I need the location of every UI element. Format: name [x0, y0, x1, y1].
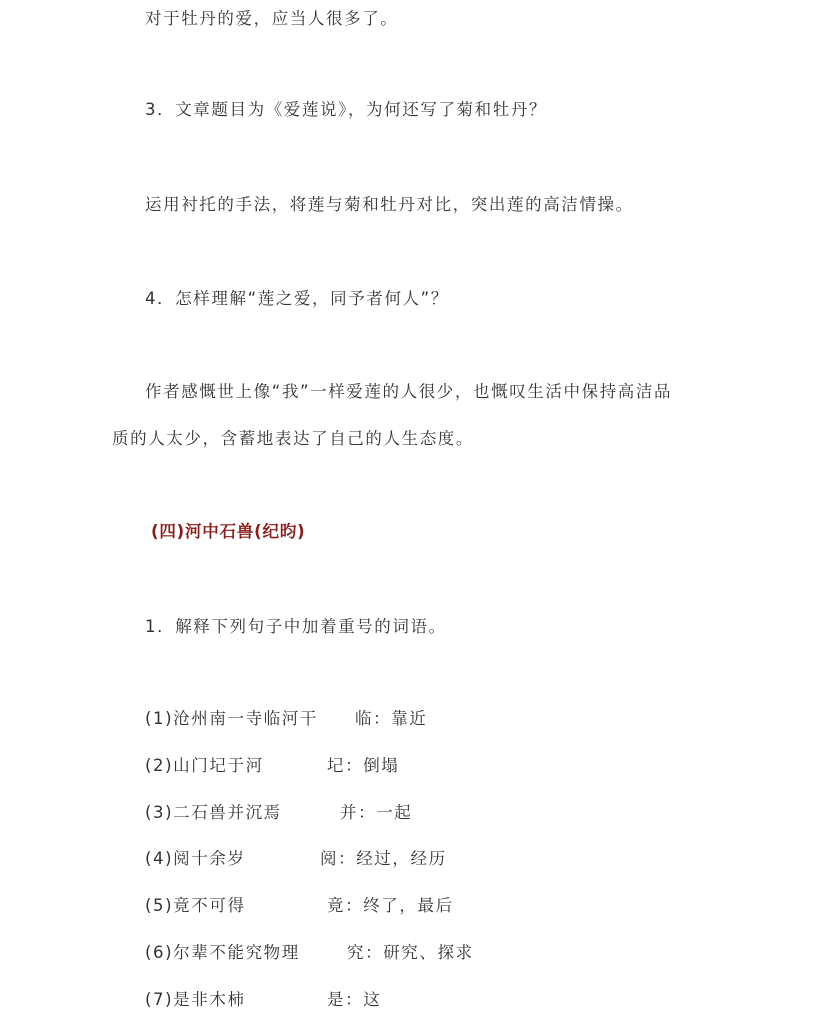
question-4: 4．怎样理解“莲之爱，同予者何人”？	[145, 289, 449, 308]
glossary-sentence: (5)竟不可得	[145, 896, 246, 915]
glossary-item-2	[145, 753, 399, 779]
glossary-definition: 临：靠近	[355, 709, 428, 728]
section-heading: (四)河中石兽(纪昀)	[151, 522, 306, 541]
glossary-item-4	[145, 846, 447, 872]
glossary-item-7	[145, 987, 381, 1013]
glossary-item-3	[145, 800, 412, 826]
glossary-definition: 究：研究、探求	[347, 943, 474, 962]
answer-3: 运用衬托的手法，将莲与菊和牡丹对比，突出莲的高洁情操。	[145, 195, 634, 214]
glossary-sentence: (1)沧州南一寺临河干	[145, 709, 318, 728]
glossary-definition: 阅：经过，经历	[320, 849, 447, 868]
glossary-definition: 是：这	[327, 990, 382, 1009]
glossary-sentence: (6)尔辈不能究物理	[145, 943, 300, 962]
glossary-sentence: (7)是非木柿	[145, 990, 246, 1009]
glossary-definition: 并：一起	[340, 803, 413, 822]
paragraph-peony-love: 对于牡丹的爱，应当人很多了。	[145, 9, 399, 28]
glossary-definition: 竟：终了，最后	[327, 896, 454, 915]
answer-4-line-2: 质的人太少，含蓄地表达了自己的人生态度。	[112, 429, 474, 448]
glossary-definition: 圮：倒塌	[327, 756, 400, 775]
question-1: 1．解释下列句子中加着重号的词语。	[145, 617, 447, 636]
glossary-item-1	[145, 706, 427, 732]
answer-4-line-1: 作者感慨世上像“我”一样爱莲的人很少，也慨叹生活中保持高洁品	[145, 382, 673, 401]
question-3: 3．文章题目为《爱莲说》，为何还写了菊和牡丹？	[145, 100, 548, 119]
glossary-item-5	[145, 893, 454, 919]
glossary-sentence: (3)二石兽并沉焉	[145, 803, 282, 822]
glossary-sentence: (2)山门圮于河	[145, 756, 264, 775]
glossary-sentence: (4)阅十余岁	[145, 849, 246, 868]
glossary-item-6	[145, 940, 474, 966]
